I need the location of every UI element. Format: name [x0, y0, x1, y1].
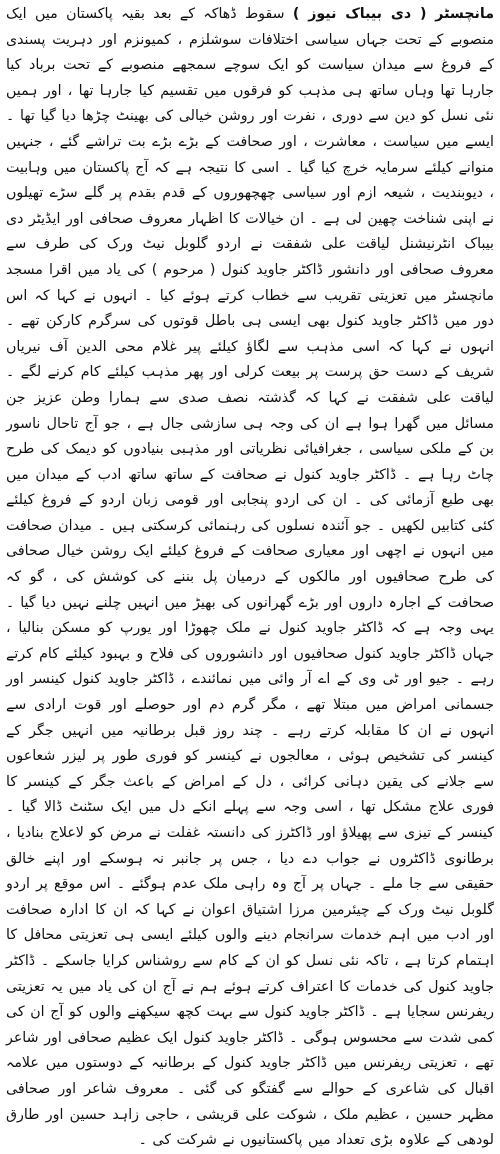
article-dateline: مانچسٹر ( دی بیباک نیوز )	[292, 6, 494, 22]
article-body-text: سقوط ڈھاکہ کے بعد بقیہ پاکستان میں ایک منصوبے کے تحت جہاں سیاسی اختلافات سوشلزم ، کمیونزم اور دہریت پسندی کے فروغ سے میدان سیاست کو ایک سوچے سمجھے منصوبے کے تحت برباد کیا جارہا تھا وہاں ساتھ ہی مذہب کو فرقوں میں تقسیم کیا جارہا تھا ، اور ہمیں نئی نسل کو دین سے دوری ، نفرت اور روشن خیالی کی بھینٹ چڑھا دیا گیا تھا ۔ ایسے میں سیاست ، معاشرت ، اور صحافت کے بڑے بڑے بت تراشے گئے ، جنہیں منوانے کیلئے سرمایہ خرچ کیا گیا ۔ اسی کا نتیجہ ہے کہ آج پاکستان میں وہابیت ، دیوبندیت ، شیعہ ازم اور سیاسی چھچھوروں کے قدم بقدم پر گلے سڑے تھیلوں نے اپنی شناخت چھین لی ہے ۔ ان خیالات کا اظہار معروف صحافی اور ایڈیٹر دی بیباک انٹرنیشنل لیاقت علی شفقت نے اردو گلوبل نیٹ ورک کی طرف سے معروف صحافی اور دانشور ڈاکٹر جاوید کنول ( مرحوم ) کی یاد میں اقرا مسجد مانچسٹر میں تعزیتی تقریب سے خطاب کرتے ہوئے کیا ۔ انہوں نے کہا کہ اس دور میں ڈاکٹر جاوید کنول بھی ایسی ہی باطل قوتوں کی سرگرم کارکن تھے ۔ انہوں نے کہا کہ اسی مذہب سے لگاؤ کیلئے پیر غلام محی الدین آف نیریاں شریف کے دست حق پرست پر بیعت کرلی اور پھر مذہب کیلئے کام کرنے لگے ۔ لیاقت علی شفقت نے کہا کہ گذشتہ نصف صدی سے ہمارا وطن عزیز جن مسائل میں گھرا ہوا ہے ان کی وجہ ہی سازشی جال ہے ، جو آج تاحال ناسور بن کے ملکی سیاسی ، جغرافیائی نظریاتی اور مذہبی بنیادوں کو دیمک کی طرح چاٹ رہا ہے ۔ ڈاکٹر جاوید کنول نے صحافت کے ساتھ ساتھ ادب کے میدان میں بھی طبع آزمائی کی ۔ ان کی اردو پنجابی اور قومی زبان اردو کے فروغ کیلئے کئی کتابیں لکھیں ۔ جو آئندہ نسلوں کی رہنمائی کرسکتی ہیں ۔ میدان صحافت میں انہوں نے اچھی اور معیاری صحافت کے فروغ کیلئے ایک روشن خیال صحافی کی طرح صحافیوں اور مالکوں کے درمیان پل بننے کی کوشش کی ، گو کہ صحافت کے اجارہ داروں اور بڑے گھرانوں کی بھیڑ میں انہیں چلنے نہیں دیا گیا ۔ یہی وجہ ہے کہ ڈاکٹر جاوید کنول نے ملک چھوڑا اور یورپ کو مسکن بنالیا ، جہاں ڈاکٹر جاوید کنول صحافیوں اور دانشوروں کی فلاح و بہبود کیلئے کام کرتے رہے ۔ جیو اور ٹی وی کے اے آر وائی میں نمائندے ، ڈاکٹر جاوید کنول کینسر اور جسمانی امراض میں مبتلا تھے ، مگر گرم دم اور حوصلے اور قوت ارادی سے انہوں نے ان کا مقابلہ کرتے رہے ۔ چند روز قبل برطانیہ میں انہیں جگر کے کینسر کی تشخیص ہوئی ، معالجوں نے کینسر کو فوری طور پر لیزر شعاعوں سے جلانے کی یقین دہانی کرائی ، دل کے امراض کے باعث جگر کے کینسر کا فوری علاج مشکل تھا ، اسی وجہ سے پہلے انکے دل میں ایک سٹنٹ ڈالا گیا ۔ کینسر کے تیزی سے پھیلاؤ اور ڈاکٹرز کی دانستہ غفلت نے مرض کو لاعلاج بنادیا ، برطانوی ڈاکٹروں نے جواب دے دیا ، جس پر جانبر نہ ہوسکے اور اپنے خالق حقیقی سے جا ملے ۔ جہاں پر آج وہ راہی ملک عدم ہوگئے ۔ اس موقع پر اردو گلوبل نیٹ ورک کے چیئرمین مرزا اشتیاق اعوان نے کہا کہ ان کا ادارہ صحافت اور ادب میں اہم خدمات سرانجام دینے والوں کیلئے ایسی ہی تعزیتی محافل کا اہتمام کرتا ہے ، تاکہ نئی نسل کو ان کے کام سے روشناس کرایا جاسکے ۔ ڈاکٹر جاوید کنول کی خدمات کا اعتراف کرتے ہوئے ہم نے آج ان کی یاد میں یہ تعزیتی ریفرنس سجایا ہے ۔ ڈاکٹر جاوید کنول سے بہت کچھ سیکھنے والوں کو آج ان کی کمی شدت سے محسوس ہوگی ۔ ڈاکٹر جاوید کنول ایک عظیم صحافی اور شاعر تھے ، تعزیتی ریفرنس میں ڈاکٹر جاوید کنول کے برطانیہ کے دوستوں میں علامہ اقبال کی شاعری کے حوالے سے گفتگو کی گئی ۔ معروف شاعر اور صحافی مظہر حسین ، عظیم ملک ، شوکت علی قریشی ، حاجی زاہد حسین اور طارق لودھی کے علاوہ بڑی تعداد میں پاکستانیوں نے شرکت کی ۔	[6, 6, 494, 1149]
article-body-paragraph	[6, 2, 494, 1154]
